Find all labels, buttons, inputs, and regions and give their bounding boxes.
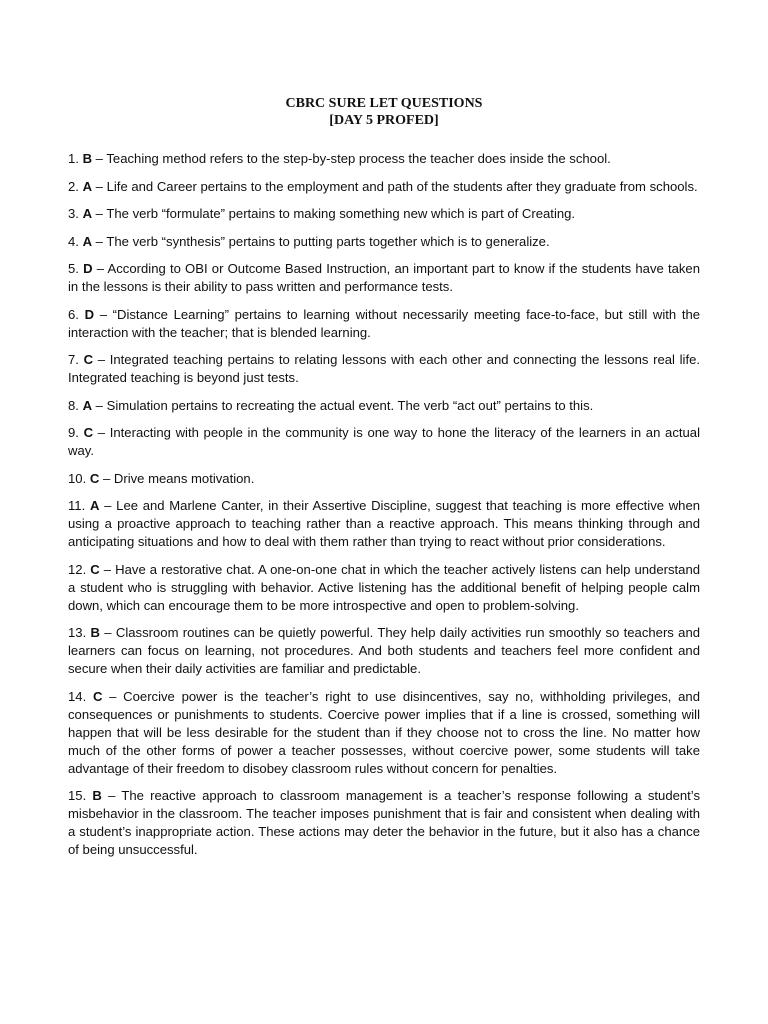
item-answer-letter: A	[82, 233, 93, 249]
item-explanation: According to OBI or Outcome Based Instruction, an important part to know if the students have taken in the lessons is their ability to pass written and performance tests.	[68, 261, 700, 294]
item-explanation: Lee and Marlene Canter, in their Assertive Discipline, suggest that teaching is more effective when using a proactive approach to teaching rather than a reactive approach. This means thinking through and anticipating situations and how to deal with them rather than trying to react without prior considerations.	[68, 498, 701, 549]
document-title	[68, 95, 700, 129]
item-number: 10.	[68, 470, 87, 486]
answer-item-15	[68, 787, 700, 859]
dash-separator: –	[99, 306, 107, 322]
item-number: 6.	[68, 306, 79, 322]
answer-item-9	[68, 424, 700, 460]
item-explanation: The reactive approach to classroom management is a teacher’s response following a student’s misbehavior in the classroom. The teacher imposes punishment that is fair and consistent when dealing with a student’s inappropriate action. These actions may deter the behavior in the future, but it also has a chance of being unsuccessful.	[68, 788, 701, 857]
item-number: 8.	[68, 397, 79, 413]
dash-separator: –	[95, 151, 103, 166]
title-line-1: CBRC SURE LET QUESTIONS	[285, 96, 483, 111]
dash-separator: –	[97, 352, 106, 367]
item-explanation: Have a restorative chat. A one-on-one chat in which the teacher actively listens can help understand a student who is struggling with behavior. Active listening has the additional benefit of helping people calm down, which can encourage them to be more introspective and open to problem-solving.	[68, 561, 701, 613]
answer-item-3	[68, 205, 700, 223]
item-answer-letter: C	[92, 688, 103, 704]
dash-separator: –	[109, 688, 117, 704]
dash-separator: –	[95, 397, 103, 413]
answer-item-8	[68, 397, 700, 415]
item-explanation: Coercive power is the teacher’s right to use disincentives, say no, withholding privileges, and consequences or punishments to students. Coercive power implies that if a line is crossed, something will happen that will be less desirable for the student than if they choose not to cross the line. No matter how much of the other forms of power a teacher possesses, without coercive power, some students will take advantage of their freedom to disobey classroom rules without concern for penalties.	[68, 688, 700, 776]
answer-item-2	[68, 178, 700, 196]
item-number: 9.	[68, 425, 79, 440]
item-number: 7.	[68, 352, 79, 367]
dash-separator: –	[103, 561, 112, 577]
answer-item-12	[68, 561, 700, 615]
document-page	[68, 95, 700, 869]
dash-separator: –	[108, 788, 116, 803]
dash-separator: –	[95, 178, 103, 194]
dash-separator: –	[104, 498, 112, 513]
item-answer-letter: B	[90, 625, 100, 640]
item-answer-letter: B	[82, 151, 93, 166]
item-answer-letter: A	[89, 498, 100, 513]
item-explanation: The verb “synthesis” pertains to putting parts together which is to generalize.	[106, 233, 550, 249]
item-explanation: The verb “formulate” pertains to making something new which is part of Creating.	[106, 206, 576, 221]
dash-separator: –	[96, 261, 105, 276]
dash-separator: –	[102, 470, 111, 486]
item-answer-letter: C	[83, 352, 94, 367]
item-answer-letter: A	[82, 178, 93, 194]
item-number: 15.	[68, 788, 87, 803]
item-answer-letter: C	[90, 561, 100, 577]
item-answer-letter: C	[89, 470, 100, 486]
item-explanation: Drive means motivation.	[113, 470, 255, 486]
dash-separator: –	[95, 233, 103, 249]
answer-item-13	[68, 624, 700, 678]
item-explanation: Teaching method refers to the step-by-step process the teacher does inside the school.	[106, 151, 611, 166]
item-explanation: Simulation pertains to recreating the actual event. The verb “act out” pertains to this.	[106, 397, 594, 413]
item-explanation: Interacting with people in the community is one way to hone the literacy of the learners in an actual way.	[68, 425, 700, 458]
item-number: 5.	[68, 261, 79, 276]
item-explanation: “Distance Learning” pertains to learning without necessarily meeting face-to-face, but still with the interaction with the teacher; that is blended learning.	[68, 306, 701, 340]
item-answer-letter: D	[84, 306, 95, 322]
dash-separator: –	[95, 206, 103, 221]
item-number: 14.	[68, 688, 87, 704]
item-number: 4.	[68, 233, 79, 249]
answer-list	[68, 150, 700, 859]
answer-item-11	[68, 497, 700, 551]
item-answer-letter: A	[82, 206, 93, 221]
answer-item-7	[68, 351, 700, 387]
answer-item-1	[68, 150, 700, 168]
item-number: 13.	[68, 625, 87, 640]
item-answer-letter: A	[82, 397, 93, 413]
answer-item-6	[68, 306, 700, 342]
dash-separator: –	[104, 625, 112, 640]
title-line-2: [DAY 5 PROFED]	[329, 113, 439, 128]
item-answer-letter: D	[83, 261, 93, 276]
item-number: 12.	[68, 561, 87, 577]
item-number: 2.	[68, 178, 79, 194]
answer-item-4	[68, 233, 700, 251]
item-number: 3.	[68, 206, 79, 221]
item-answer-letter: C	[83, 425, 94, 440]
answer-item-5	[68, 260, 700, 296]
item-explanation: Life and Career pertains to the employment and path of the students after they graduate from schools.	[106, 178, 698, 194]
item-number: 11.	[68, 498, 86, 513]
item-number: 1.	[68, 151, 79, 166]
answer-item-10	[68, 470, 700, 488]
answer-item-14	[68, 688, 700, 778]
item-answer-letter: B	[92, 788, 102, 803]
item-explanation: Integrated teaching pertains to relating lessons with each other and connecting the lessons real life. Integrated teaching is beyond just tests.	[68, 352, 701, 385]
dash-separator: –	[97, 425, 106, 440]
item-explanation: Classroom routines can be quietly powerful. They help daily activities run smoothly so teachers and learners can focus on learning, not procedures. And both students and teachers feel more confident and secure when their daily activities are familiar and predictable.	[68, 625, 701, 676]
